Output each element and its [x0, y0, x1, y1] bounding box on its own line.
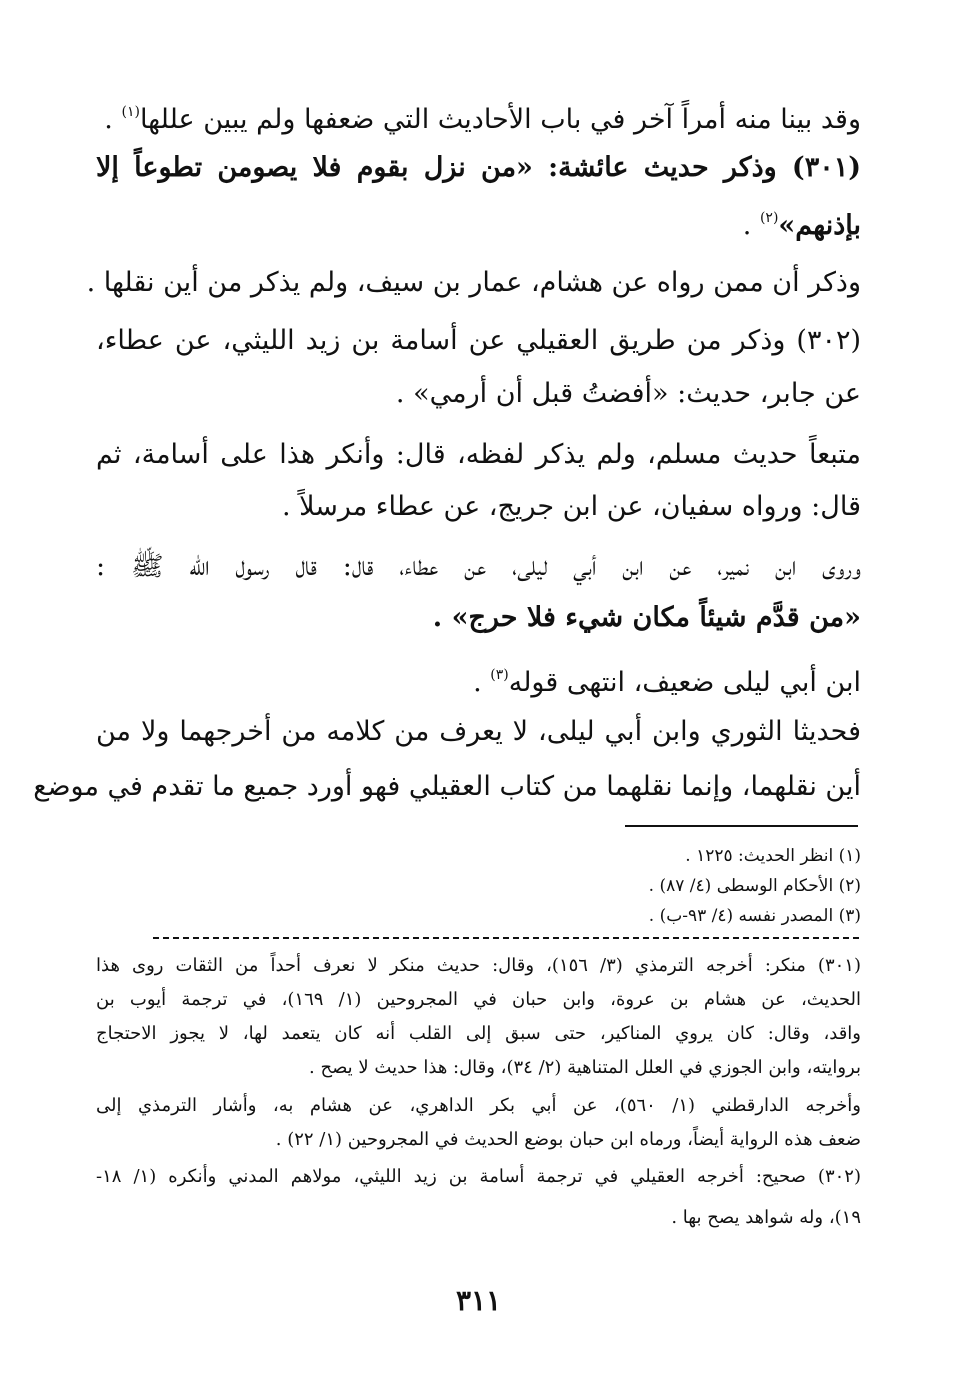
takhrij-separator: [153, 937, 859, 939]
takhrij-line-2: الحديث، عن هشام بن عروة، وابن حبان في المجروحين (١/ ١٦٩)، في ترجمة أيوب بن: [96, 989, 861, 1010]
text-line-4: وذكر أن ممن رواه عن هشام، عمار بن سيف، ولم يذكر من أين نقلها .: [86, 267, 861, 298]
text-line-7: متبعاً حديث مسلم، ولم يذكر لفظه، قال: وأنكر هذا على أسامة، ثم: [96, 439, 861, 470]
text-line-6: عن جابر، حديث: «أفضتُ قبل أن أرمي» .: [395, 378, 861, 409]
page-number: ٣١١: [455, 1284, 502, 1317]
takhrij-line-5: وأخرجه الدارقطني (١/ ٥٦٠)، عن أبي بكر الداهري، عن هشام به، وأشار الترمذي إلى: [96, 1095, 861, 1116]
text-line-9: وروى ابن نمير، عن ابن أبي ليلى، عن عطاء، قال: قال رسول الله ﷺ :: [96, 551, 861, 582]
takhrij-line-8: ١٩)، وله شواهد يصح بها .: [671, 1207, 861, 1228]
takhrij-line-3: واقد، وقال: كان يروي المناكير، حتى سبق إلى القلب أنه كان يتعمد لها، لا يجوز الاحتجاج: [96, 1023, 861, 1044]
takhrij-line-4: بروايته، وابن الجوزي في العلل المتناهية (٢/ ٣٤)، وقال: هذا حديث لا يصح .: [309, 1057, 861, 1078]
footnote-2: (٢) الأحكام الوسطى (٤/ ٨٧) .: [648, 876, 861, 896]
text-line-3: بإذنهم»$^{(٢)}$ .: [742, 210, 861, 241]
footnote-3: (٣) المصدر نفسه (٤/ ٩٣-ب) .: [648, 906, 861, 926]
takhrij-line-6: ضعف هذه الرواية أيضاً، ورماه ابن حبان بوضع الحديث في المجروحين (١/ ٢٢) .: [275, 1129, 861, 1150]
text-line-5-hadith-302: (٣٠٢) وذكر من طريق العقيلي عن أسامة بن زيد الليثي، عن عطاء،: [96, 325, 861, 356]
text-line-13: أين نقلهما، وإنما نقلهما من كتاب العقيلي فهو أورد جميع ما تقدم في موضع: [33, 771, 861, 802]
text-line-1: وقد بينا منه أمراً آخر في باب الأحاديث التي ضعفها ولم يبين عللها$^{(١)}$ .: [104, 104, 861, 135]
text-line-12: فحديثا الثوري وابن أبي ليلى، لا يعرف من كلامه من أخرجهما ولا من: [96, 716, 861, 747]
text-line-8: قال: ورواه سفيان، عن ابن جريج، عن عطاء مرسلاً .: [281, 491, 861, 522]
takhrij-line-1: (٣٠١) منكر: أخرجه الترمذي (٣/ ١٥٦)، وقال: حديث منكر لا نعرف أحداً من الثقات روى هذا: [96, 955, 862, 976]
footnote-1: (١) انظر الحديث: ١٢٢٥ .: [685, 846, 861, 866]
takhrij-line-7: (٣٠٢) صحيح: أخرجه العقيلي في ترجمة أسامة بن زيد الليثي، مولاهم المدني وأنكره (١/ ١٨-: [96, 1166, 861, 1187]
text-line-11: ابن أبي ليلى ضعيف، انتهى قوله$^{(٣)}$ .: [473, 667, 861, 698]
footnote-separator: [625, 825, 858, 827]
text-line-10: «من قدَّم شيئاً مكان شيء فلا حرج» .: [432, 602, 861, 633]
text-line-2-hadith-301: (٣٠١) وذكر حديث عائشة: «من نزل بقوم فلا يصومن تطوعاً إلا: [96, 152, 861, 183]
